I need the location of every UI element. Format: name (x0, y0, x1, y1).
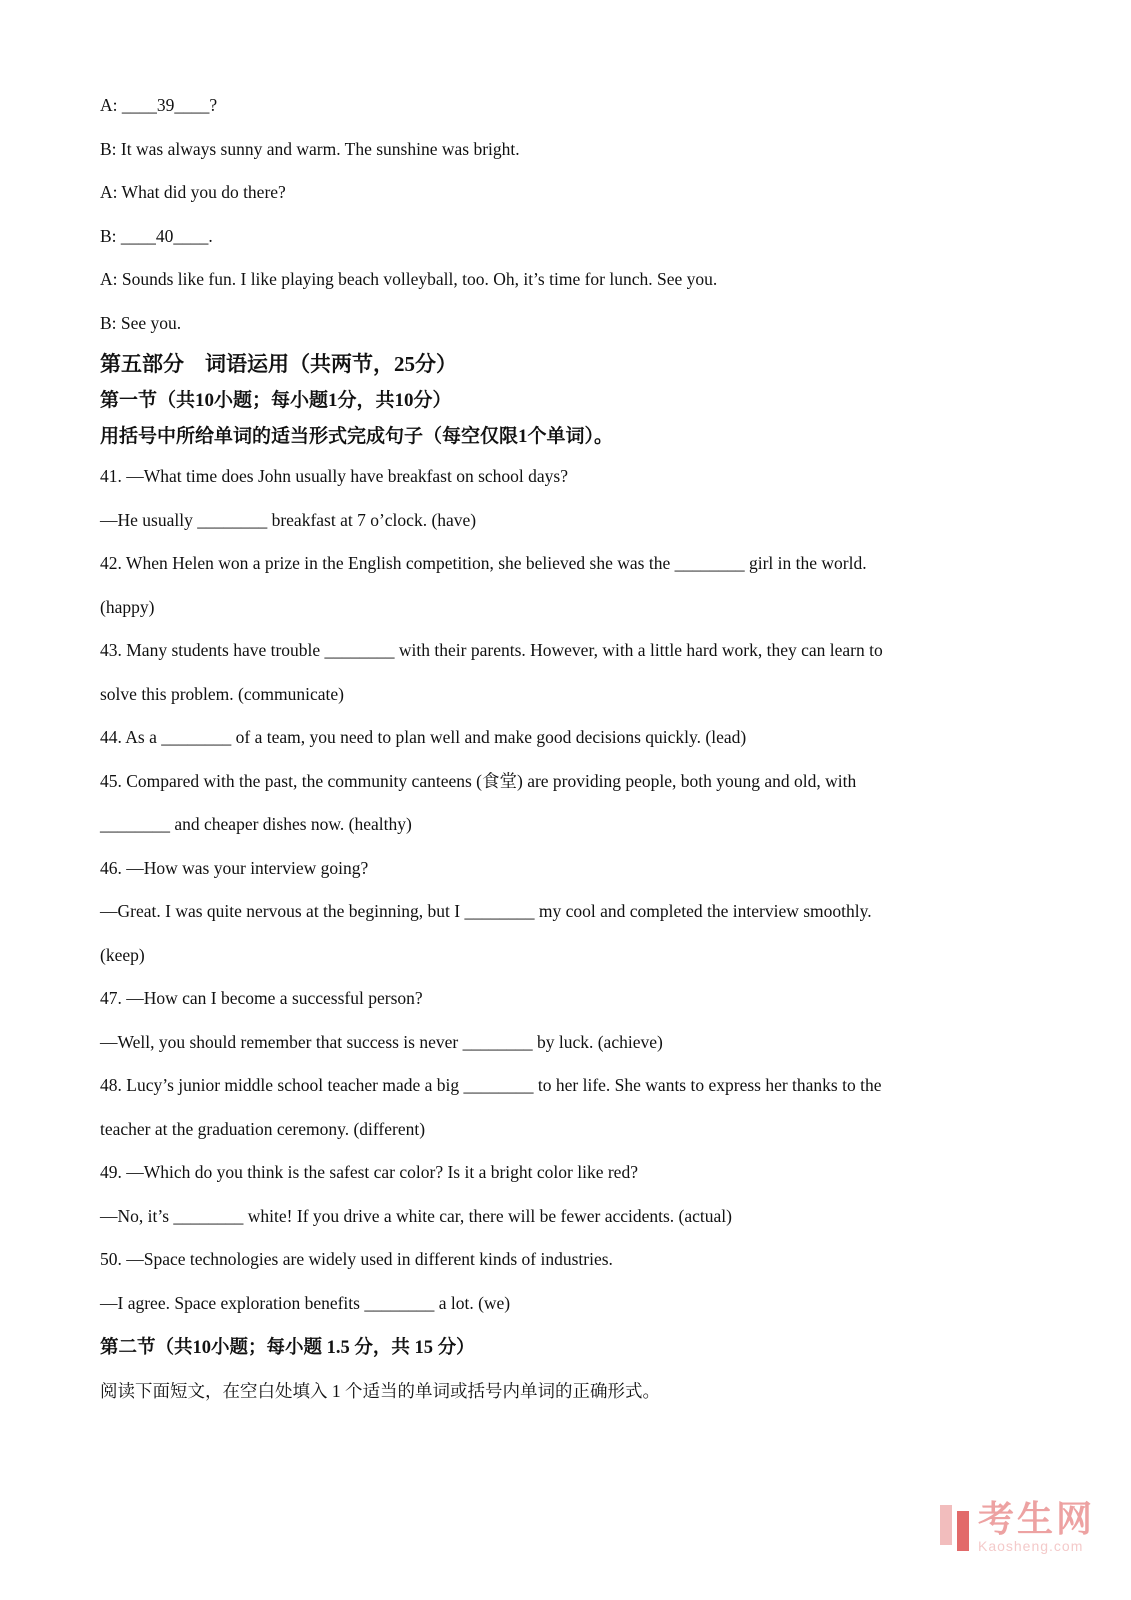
text-line: A: ____39____? (100, 95, 218, 115)
text-line: 47. —How can I become a successful person? (100, 988, 423, 1008)
text-line: 第一节（共10小题；每小题1分，共10分） (100, 390, 452, 411)
text-line: —I agree. Space exploration benefits ________ a lot. (we) (100, 1292, 511, 1313)
text-line: A: What did you do there? (100, 182, 286, 202)
text-line: B: See you. (100, 312, 182, 333)
text-line: —No, it’s ________ white! If you drive a white car, there will be fewer accidents. (actual) (100, 1205, 732, 1226)
text-line: 49. —Which do you think is the safest car color? Is it a bright color like red? (100, 1162, 638, 1182)
text-line: B: It was always sunny and warm. The sunshine was bright. (100, 138, 520, 159)
text-line: 48. Lucy’s junior middle school teacher made a big ________ to her life. She wants to express her thanks to the (100, 1075, 882, 1095)
text-line: —Great. I was quite nervous at the beginning, but I ________ my cool and completed the interview smoothly. (100, 901, 872, 921)
text-line: A: Sounds like fun. I like playing beach volleyball, too. Oh, it’s time for lunch. See you. (100, 269, 718, 289)
text-line: 43. Many students have trouble ________ with their parents. However, with a little hard work, they can learn to (100, 640, 883, 660)
text-line: —Well, you should remember that success is never ________ by luck. (achieve) (100, 1031, 663, 1052)
text-line: 45. Compared with the past, the community canteens (食堂) are providing people, both young and old, with (100, 770, 857, 791)
text-line: 44. As a ________ of a team, you need to plan well and make good decisions quickly. (lead) (100, 727, 747, 747)
watermark-domain: Kaosheng.com (977, 1538, 1084, 1554)
text-line: 阅读下面短文，在空白处填入 1 个适当的单词或括号内单词的正确形式。 (100, 1381, 660, 1401)
text-line: —He usually ________ breakfast at 7 o’clock. (have) (100, 509, 477, 530)
watermark-brand: 考生网 (977, 1499, 1095, 1539)
watermark (940, 1500, 1095, 1554)
text-line: teacher at the graduation ceremony. (different) (100, 1118, 426, 1139)
text-line: B: ____40____. (100, 225, 213, 246)
text-line: 50. —Space technologies are widely used in different kinds of industries. (100, 1249, 613, 1269)
text-line: 用括号中所给单词的适当形式完成句子（每空仅限1个单词）。 (100, 426, 614, 447)
text-line: 42. When Helen won a prize in the English competition, she believed she was the ________ girl in the world. (100, 553, 867, 573)
text-line: ________ and cheaper dishes now. (healthy) (100, 814, 412, 834)
logo-bar-left (940, 1505, 952, 1545)
kaosheng-logo-icon (940, 1500, 969, 1551)
text-line: (keep) (100, 944, 145, 965)
document-content (100, 84, 1071, 1413)
text-line: 第五部分 词语运用（共两节，25分） (100, 352, 457, 376)
text-line: 41. —What time does John usually have breakfast on school days? (100, 466, 569, 486)
text-line: solve this problem. (communicate) (100, 683, 344, 704)
logo-bar-right (957, 1511, 969, 1551)
text-line: 46. —How was your interview going? (100, 857, 369, 878)
text-line: 第二节（共10小题；每小题 1.5 分，共 15 分） (100, 1338, 475, 1358)
watermark-text (978, 1500, 1095, 1554)
text-line: (happy) (100, 596, 155, 617)
